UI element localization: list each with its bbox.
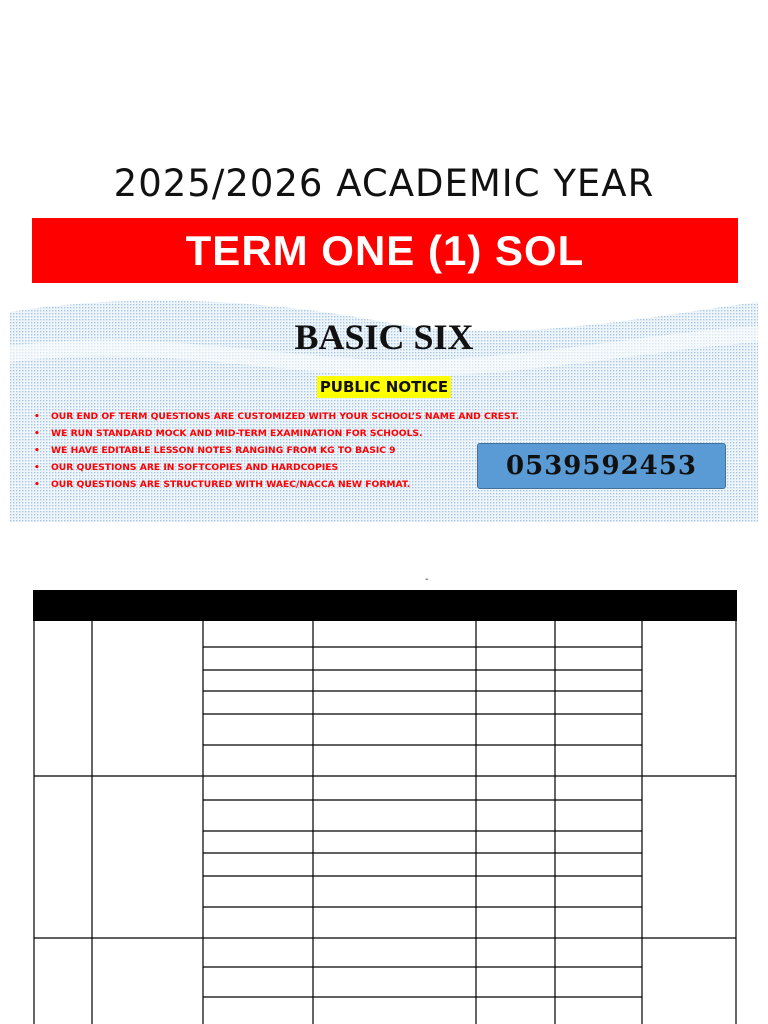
term-banner-text: TERM ONE (1) SOL — [185, 227, 585, 274]
notice-item-text: OUR QUESTIONS ARE STRUCTURED WITH WAEC/NACCA NEW FORMAT. — [51, 479, 411, 490]
public-notice-heading: PUBLIC NOTICE — [317, 376, 451, 398]
bullet-icon: • — [34, 462, 40, 473]
table-grid — [34, 621, 736, 1024]
table-header-row — [33, 590, 737, 621]
dash-mark: - — [425, 574, 429, 585]
class-title: BASIC SIX — [294, 317, 474, 357]
notice-item-text: WE RUN STANDARD MOCK AND MID-TERM EXAMINATION FOR SCHOOLS. — [51, 428, 423, 439]
bullet-icon: • — [34, 411, 40, 422]
bullet-icon: • — [34, 479, 40, 490]
academic-year-title: 2025/2026 ACADEMIC YEAR — [113, 162, 655, 205]
bullet-icon: • — [34, 445, 40, 456]
notice-item-text: OUR END OF TERM QUESTIONS ARE CUSTOMIZED WITH YOUR SCHOOL’S NAME AND CREST. — [51, 411, 520, 422]
notice-item-text: OUR QUESTIONS ARE IN SOFTCOPIES AND HARDCOPIES — [51, 462, 339, 473]
bullet-icon: • — [34, 428, 40, 439]
phone-number-box: 0539592453 — [477, 443, 726, 489]
notice-item-text: WE HAVE EDITABLE LESSON NOTES RANGING FROM KG TO BASIC 9 — [51, 445, 396, 456]
